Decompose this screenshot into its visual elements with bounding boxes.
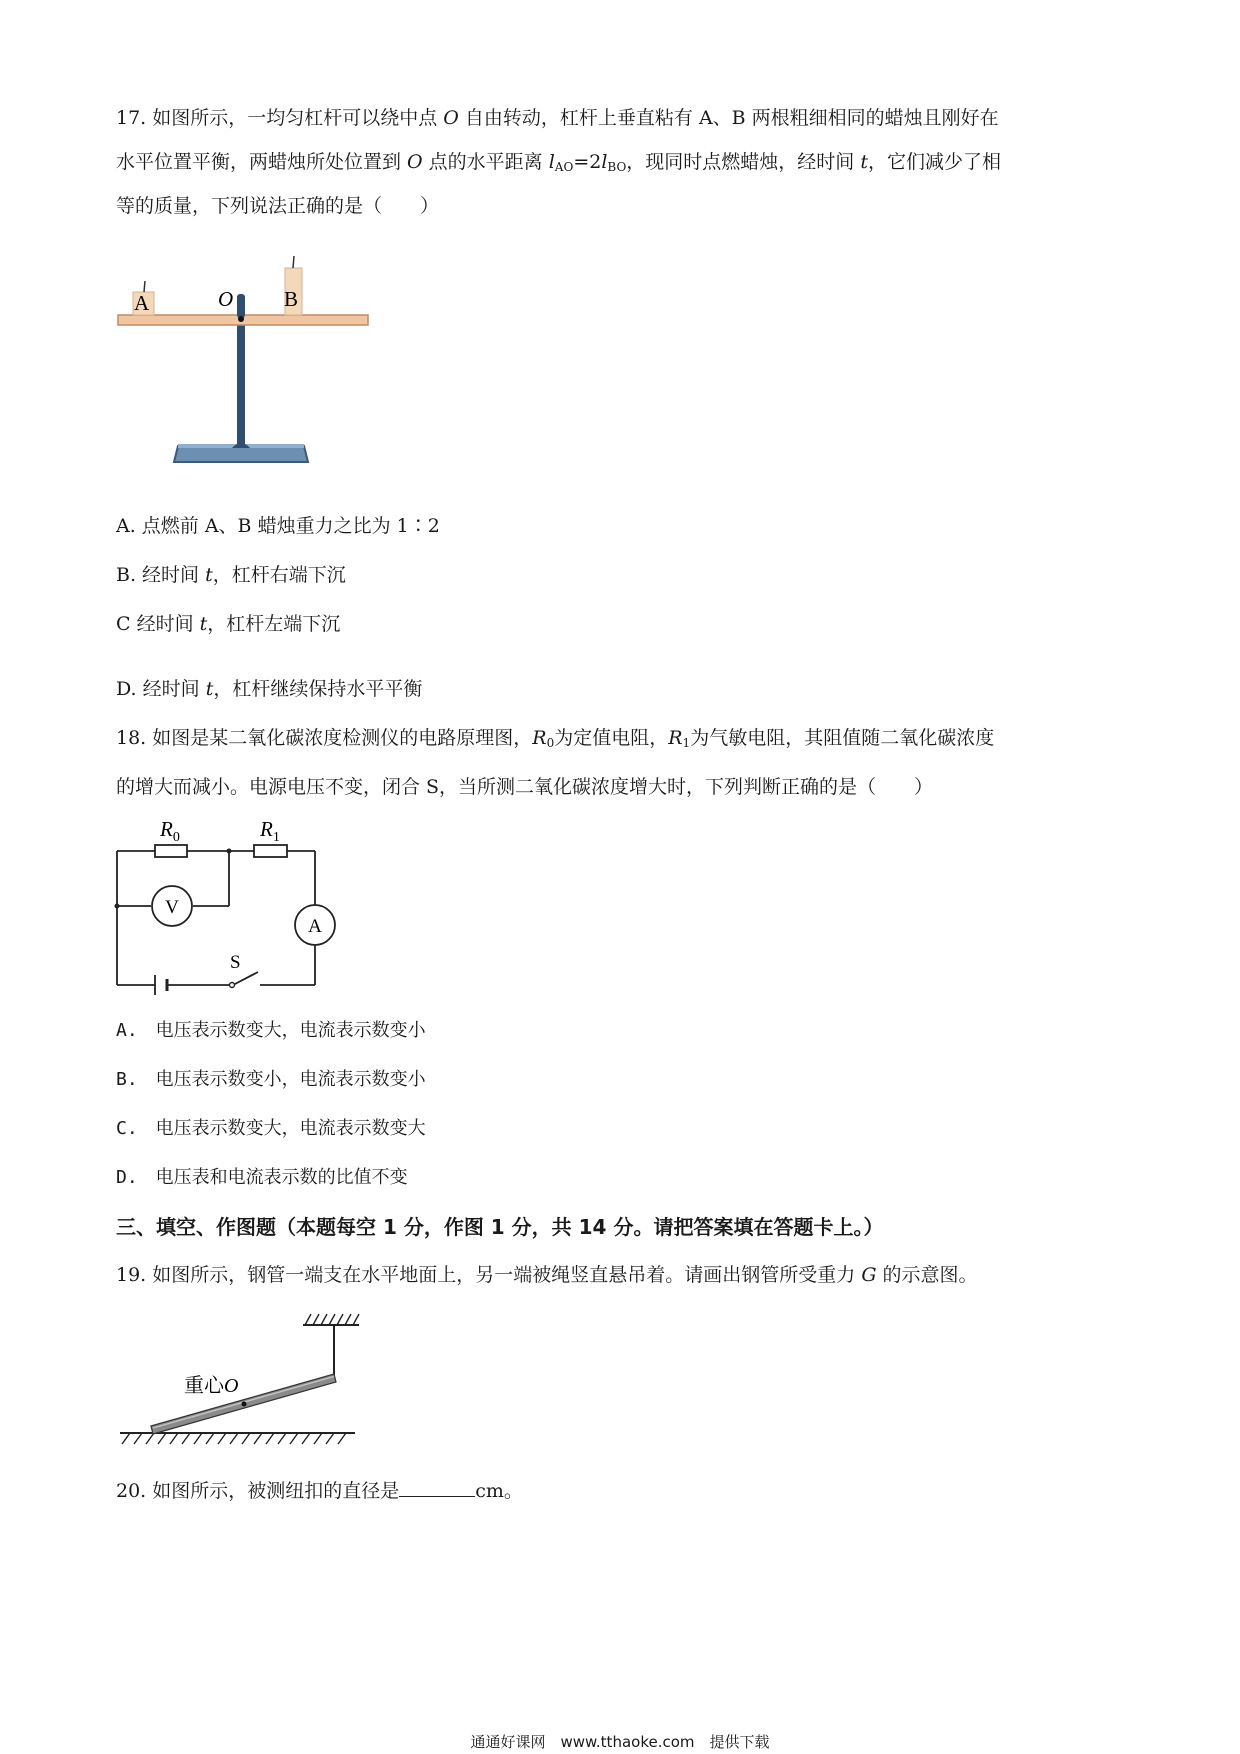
switch-label: S (230, 952, 241, 973)
equals-two: =2 (573, 151, 602, 173)
q18-text: 为定值电阻， (554, 727, 669, 749)
option-text: ，杠杆继续保持水平平衡 (213, 678, 423, 700)
page-footer: 通通好课网 www.tthaoke.com 提供下载 (470, 1733, 770, 1751)
answer-blank[interactable] (399, 1478, 475, 1497)
q18-text: 18. 如图是某二氧化碳浓度检测仪的电路原理图， (116, 727, 533, 749)
symbol-t: t (205, 564, 213, 586)
q20-text-part: cm。 (475, 1480, 523, 1502)
section-3-heading: 三、填空、作图题（本题每空 1 分，作图 1 分，共 14 分。请把答案填在答题卡上。） (116, 1215, 884, 1239)
point-o: O (407, 151, 423, 173)
q19-text-part: 19. 如图所示，钢管一端支在水平地面上，另一端被绳竖直悬吊着。请画出钢管所受重力 (116, 1264, 862, 1286)
ammeter-label: A (308, 916, 322, 937)
q20-text (116, 1478, 523, 1503)
ground-hatch (122, 1433, 346, 1444)
option-text: D. 经时间 (116, 678, 206, 700)
q18-text: 为气敏电阻，其阻值随二氧化碳浓度 (690, 727, 995, 749)
subscript-bo: BO (607, 160, 627, 174)
subscript-ao: AO (554, 160, 574, 174)
q18-option-d: D. 电压表和电流表示数的比值不变 (116, 1167, 408, 1188)
q18-text: 的增大而减小。电源电压不变，闭合 S，当所测二氧化碳浓度增大时，下列判断正确的是（ ） (116, 776, 934, 798)
symbol-t: t (199, 613, 208, 635)
q17-text: 17. 如图所示，一均匀杠杆可以绕中点 (116, 107, 444, 129)
point-o: O (443, 107, 459, 129)
option-text: B. 经时间 (116, 564, 206, 586)
r0-label: $R_0$ (160, 817, 180, 845)
option-text: C 经时间 (116, 613, 200, 635)
symbol-r: R (668, 727, 683, 749)
q17-text: 自由转动，杠杆上垂直粘有 A、B 两根粗细相同的蜡烛且刚好在 (458, 107, 999, 129)
q17-text: ，它们减少了相 (867, 151, 1001, 173)
symbol-l: l (548, 151, 555, 173)
center-of-gravity-dot (242, 1402, 247, 1407)
symbol-t: t (860, 151, 868, 173)
center-of-gravity-label: 重心O (184, 1375, 239, 1397)
q17-text: 水平位置平衡，两蜡烛所处位置到 (116, 151, 408, 173)
candle-b-label: B (284, 287, 299, 311)
q18-option-b: B. 电压表示数变小，电流表示数变小 (116, 1069, 426, 1090)
candle-a-label: A (134, 291, 150, 315)
q18-option-a: A. 电压表示数变大，电流表示数变小 (116, 1020, 426, 1041)
q17-text: 点的水平距离 (422, 151, 549, 173)
symbol-g: G (861, 1264, 877, 1286)
pivot-label: O (218, 287, 234, 311)
subscript-1: 1 (682, 736, 691, 750)
symbol-r: R (532, 727, 547, 749)
q17-text: ，现同时点燃蜡烛，经时间 (626, 151, 861, 173)
subscript-0: 0 (546, 736, 555, 750)
symbol-t: t (205, 678, 214, 700)
voltmeter-label: V (165, 897, 179, 918)
option-text: ，杠杆右端下沉 (212, 564, 346, 586)
symbol-l: l (601, 151, 608, 173)
q17-text: 等的质量，下列说法正确的是（ ） (116, 195, 440, 217)
q18-option-c: C. 电压表示数变大，电流表示数变大 (116, 1118, 426, 1139)
ceiling-hatch (305, 1314, 359, 1325)
q19-text-part: 的示意图。 (876, 1264, 978, 1286)
r1-label: $R_1$ (260, 817, 280, 845)
option-text: ，杠杆左端下沉 (207, 613, 341, 635)
option-text: A. 点燃前 A、B 蜡烛重力之比为 1∶2 (116, 515, 440, 537)
q20-text-part: 20. 如图所示，被测纽扣的直径是 (116, 1480, 400, 1502)
